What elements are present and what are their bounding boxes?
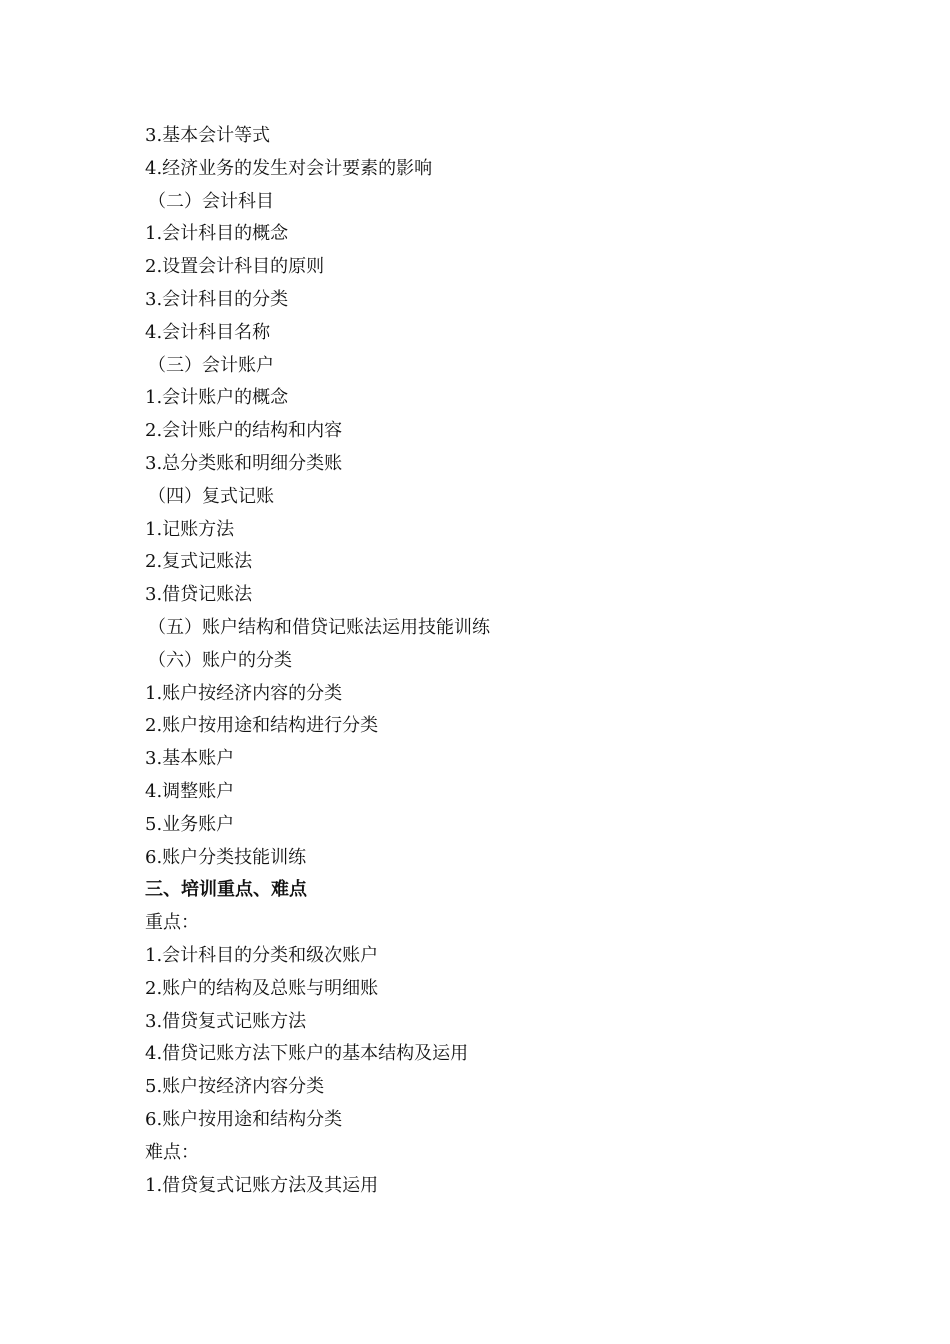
list-item: 3.基本会计等式 bbox=[145, 125, 271, 146]
list-item: 1.会计科目的概念 bbox=[145, 223, 289, 245]
subsection-title: （三）会计账户 bbox=[148, 354, 274, 376]
list-item: 3.借贷复式记账方法 bbox=[145, 1010, 307, 1032]
list-item: 4.调整账户 bbox=[145, 780, 235, 802]
list-item: 6.账户按用途和结构分类 bbox=[145, 1108, 343, 1130]
list-item: 3.会计科目的分类 bbox=[145, 288, 289, 310]
list-item: 2.设置会计科目的原则 bbox=[145, 256, 325, 278]
list-item: 3.基本账户 bbox=[145, 748, 235, 770]
list-item: 2.账户按用途和结构进行分类 bbox=[145, 715, 379, 737]
list-item: 1.借贷复式记账方法及其运用 bbox=[145, 1174, 379, 1196]
list-item: 6.账户分类技能训练 bbox=[145, 846, 307, 868]
subsection-title: （六）账户的分类 bbox=[148, 649, 292, 671]
list-item: 1.会计科目的分类和级次账户 bbox=[145, 944, 379, 966]
list-item: 2.会计账户的结构和内容 bbox=[145, 420, 343, 442]
document-body bbox=[145, 120, 845, 1202]
list-item: 2.复式记账法 bbox=[145, 551, 253, 573]
list-item: 2.账户的结构及总账与明细账 bbox=[145, 977, 379, 999]
list-item: 3.总分类账和明细分类账 bbox=[145, 452, 343, 474]
list-item: 4.经济业务的发生对会计要素的影响 bbox=[145, 157, 433, 179]
list-item: 4.借贷记账方法下账户的基本结构及运用 bbox=[145, 1043, 469, 1065]
list-item: 1.会计账户的概念 bbox=[145, 387, 289, 409]
list-item: 1.账户按经济内容的分类 bbox=[145, 682, 343, 704]
list-item: 5.账户按经济内容分类 bbox=[145, 1076, 325, 1098]
section-heading: 三、培训重点、难点 bbox=[145, 879, 307, 901]
list-item: 1.记账方法 bbox=[145, 518, 235, 540]
list-item: 4.会计科目名称 bbox=[145, 321, 271, 343]
subsection-title: （二）会计科目 bbox=[148, 190, 274, 212]
subsection-title: （四）复式记账 bbox=[148, 485, 274, 507]
list-item: 5.业务账户 bbox=[145, 813, 235, 835]
list-item: 3.借贷记账法 bbox=[145, 584, 253, 606]
subsection-title: （五）账户结构和借贷记账法运用技能训练 bbox=[148, 616, 490, 638]
group-label: 难点： bbox=[145, 1141, 199, 1163]
group-label: 重点： bbox=[145, 912, 199, 934]
